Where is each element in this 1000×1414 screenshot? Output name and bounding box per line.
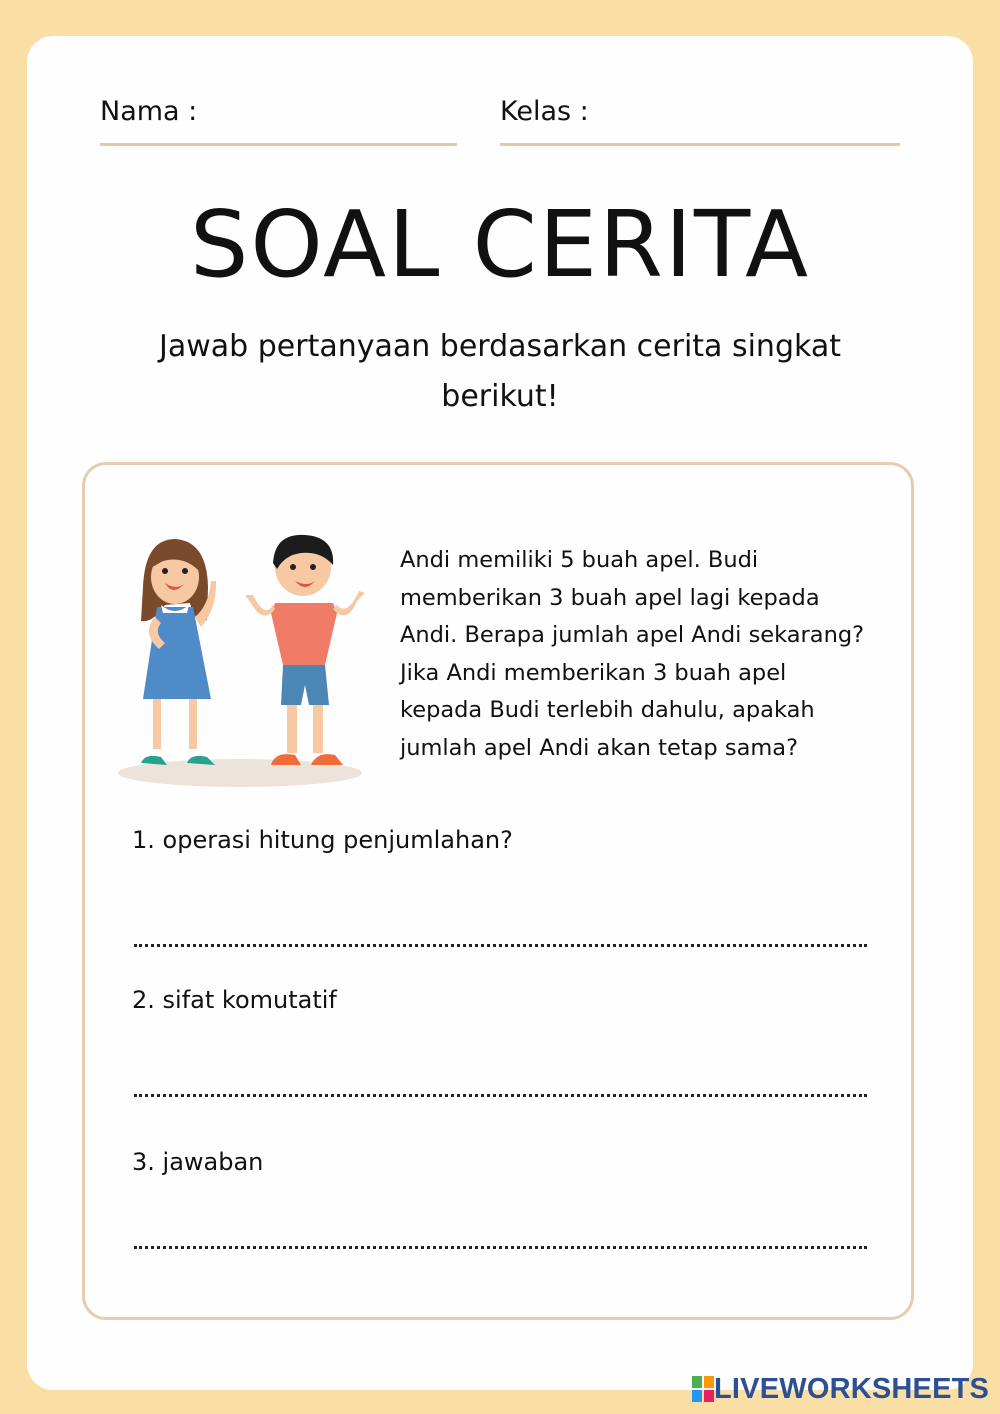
story-line: memberikan 3 buah apel lagi kepada [400,584,820,611]
liveworksheets-logo-icon [692,1376,714,1402]
story-line: jumlah apel Andi akan tetap sama? [400,734,799,761]
answer-2-input[interactable] [134,1094,867,1097]
name-label: Nama : [100,96,198,127]
children-talking-illustration [115,525,375,790]
page-title: SOAL CERITA [189,191,811,298]
story-line: Andi memiliki 5 buah apel. Budi [400,547,759,573]
story-line: Jika Andi memberikan 3 buah apel [400,659,787,686]
class-label: Kelas : [500,96,589,127]
question-1-label: 1. operasi hitung penjumlahan? [132,826,513,854]
liveworksheets-logo [692,1372,989,1406]
question-3-label: 3. jawaban [132,1148,264,1176]
story-text [400,542,900,767]
story-line: kepada Budi terlebih dahulu, apakah [400,697,815,723]
story-line: Andi. Berapa jumlah apel Andi sekarang? [400,622,865,648]
name-input-line[interactable] [100,143,457,146]
answer-3-input[interactable] [134,1246,867,1249]
instruction-text: Jawab pertanyaan berdasarkan cerita singkat berikut! [159,329,841,414]
class-input-line[interactable] [500,143,900,146]
liveworksheets-logo-text: LIVEWORKSHEETS [714,1372,990,1405]
question-2-label: 2. sifat komutatif [132,986,337,1014]
answer-1-input[interactable] [134,944,867,947]
